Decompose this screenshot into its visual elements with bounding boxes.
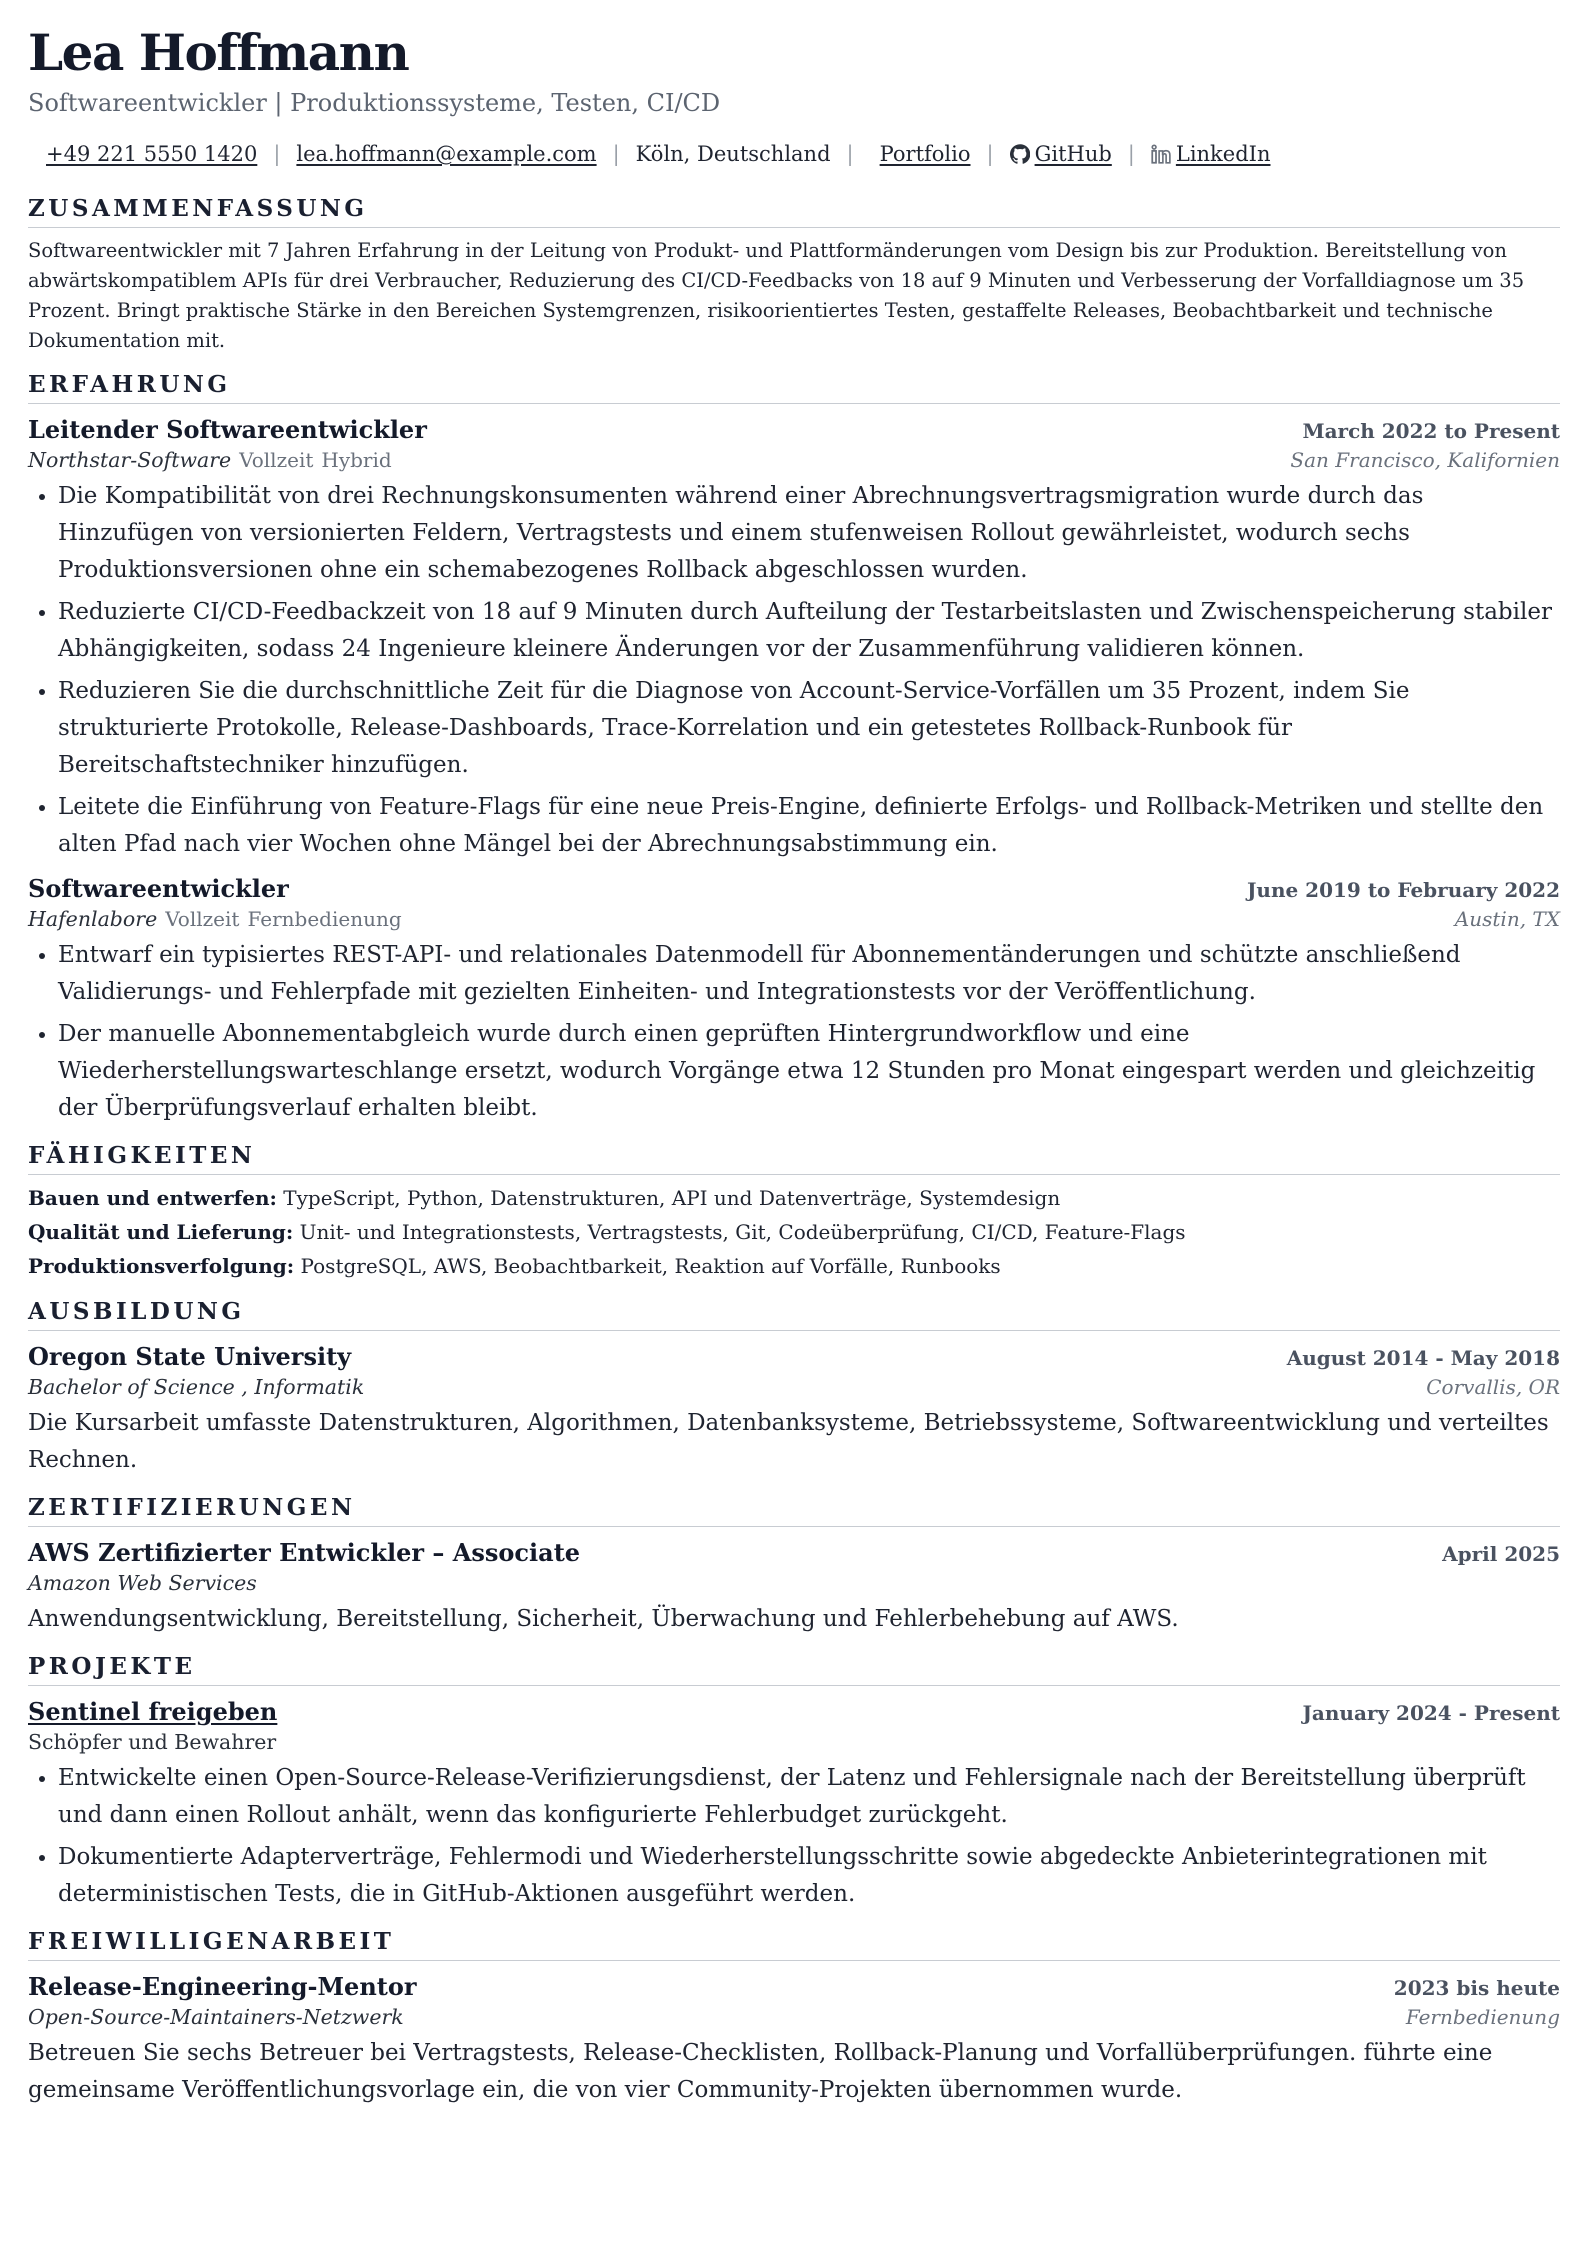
volunteer-section [28,1927,1560,2109]
job-bullets [28,478,1560,863]
list-item: • Dokumentierte Adapterverträge, Fehlermodi und Wiederherstellungsschritte sowie abgedeckte Anbieterintegrationen mit deterministischen Tests, die in GitHub-Aktionen ausgeführt werden. [58,1839,1560,1913]
project-bullets [28,1760,1560,1913]
education-date: August 2014 - May 2018 [1286,1346,1560,1370]
contact-separator: | [612,142,620,166]
education-location: Corvallis, OR [1426,1375,1560,1399]
job-date: March 2022 to Present [1302,419,1560,443]
list-item: • Die Kompatibilität von drei Rechnungskonsumenten während einer Abrechnungsvertragsmigration wurde durch das Hinzufügen von versionierten Feldern, Vertragstests und einem stufenweisen Rollout gewährleistet, wodurch sechs Produktionsversionen ohne ein schemabezogenes Rollback abgeschlossen wurden. [58,478,1560,589]
job-entry [28,414,1560,863]
certification-text: Anwendungsentwicklung, Bereitstellung, Sicherheit, Überwachung und Fehlerbehebung auf AWS. [28,1606,1179,1632]
candidate-tagline: Softwareentwickler | Produktionssysteme, Testen, CI/CD [28,89,721,117]
section-title: ERFAHRUNG [28,370,1560,404]
section-title: FREIWILLIGENARBEIT [28,1927,1560,1961]
contact-separator: | [846,142,854,166]
skill-row [28,1249,1560,1283]
skill-row [28,1181,1560,1215]
projects-section [28,1652,1560,1913]
github-icon [1010,144,1030,164]
job-mode: Hybrid [321,448,392,472]
section-title: PROJEKTE [28,1652,1560,1686]
skill-label: Produktionsverfolgung: [28,1254,295,1278]
job-company: Hafenlabore [28,907,158,931]
email-link[interactable]: lea.hoffmann@example.com [296,142,597,166]
job-company: Northstar-Software [28,448,232,472]
skill-row [28,1215,1560,1249]
job-location: San Francisco, Kalifornien [1290,448,1560,472]
job-entry [28,873,1560,1127]
job-bullets [28,937,1560,1127]
job-type: Vollzeit [239,448,314,472]
list-item: • Reduzieren Sie die durchschnittliche Zeit für die Diagnose von Account-Service-Vorfällen um 35 Prozent, indem Sie strukturierte Protokolle, Release-Dashboards, Trace-Korrelation und ein getestetes Rollback-Runbook für Bereitschaftstechniker hinzufügen. [58,673,1560,784]
skill-value: TypeScript, Python, Datenstrukturen, API und Datenverträge, Systemdesign [276,1186,1061,1210]
contact-separator: | [273,142,281,166]
volunteer-date: 2023 bis heute [1393,1976,1560,2000]
section-title: AUSBILDUNG [28,1297,1560,1331]
project-entry [28,1696,1560,1913]
project-date: January 2024 - Present [1302,1701,1560,1725]
contact-separator: | [1127,142,1135,166]
volunteer-entry [28,1971,1560,2109]
list-item: • Der manuelle Abonnementabgleich wurde durch einen geprüften Hintergrundworkflow und eine Wiederherstellungswarteschlange ersetzt, wodurch Vorgänge etwa 12 Stunden pro Monat eingespart werden und gleichzeitig der Überprüfungsverlauf erhalten bleibt. [58,1016,1560,1127]
skills-section [28,1141,1560,1283]
github-link[interactable]: GitHub [1034,142,1112,166]
certifications-section [28,1493,1560,1638]
volunteer-location: Fernbedienung [1405,2005,1560,2029]
project-link[interactable]: Sentinel freigeben [28,1697,278,1726]
linkedin-icon [1151,144,1171,164]
candidate-name: Lea Hoffmann [28,23,409,82]
job-role: Softwareentwickler [28,874,289,903]
list-item: • Entwarf ein typisiertes REST-API- und relationales Datenmodell für Abonnementänderungen und schützte anschließend Validierungs- und Fehlerpfade mit gezielten Einheiten- und Integrationstests vor der Veröffentlichung. [58,937,1560,1011]
volunteer-role: Release-Engineering-Mentor [28,1972,417,2001]
volunteer-text: Betreuen Sie sechs Betreuer bei Vertragstests, Release-Checklisten, Rollback-Planung und Vorfallüberprüfungen. führte eine gemeinsame Veröffentlichungsvorlage ein, die von vier Community-Projekten übernommen wurde. [28,2040,1493,2103]
education-text: Die Kursarbeit umfasste Datenstrukturen, Algorithmen, Datenbanksysteme, Betriebssysteme, Softwareentwicklung und verteiltes Rechnen. [28,1410,1549,1473]
certification-entry [28,1537,1560,1638]
contact-separator: | [986,142,994,166]
portfolio-link[interactable]: Portfolio [879,142,971,166]
certification-issuer: Amazon Web Services [28,1571,257,1595]
job-type: Vollzeit [165,907,240,931]
job-location: Austin, TX [1454,907,1560,931]
certification-date: April 2025 [1442,1542,1560,1566]
volunteer-org: Open-Source-Maintainers-Netzwerk [28,2005,404,2029]
education-section [28,1297,1560,1479]
project-role: Schöpfer und Bewahrer [28,1730,277,1754]
list-item: • Leitete die Einführung von Feature-Flags für eine neue Preis-Engine, definierte Erfolgs- und Rollback-Metriken und stellte den alten Pfad nach vier Wochen ohne Mängel bei der Abrechnungsabstimmung ein. [58,789,1560,863]
job-date: June 2019 to February 2022 [1246,878,1560,902]
education-entry [28,1341,1560,1479]
experience-section [28,370,1560,1127]
skill-value: PostgreSQL, AWS, Beobachtbarkeit, Reaktion auf Vorfälle, Runbooks [294,1254,1001,1278]
phone-link[interactable]: +49 221 5550 1420 [46,142,258,166]
skill-label: Qualität und Lieferung: [28,1220,294,1244]
job-mode: Fernbedienung [247,907,402,931]
certification-name: AWS Zertifizierter Entwickler – Associate [28,1538,581,1567]
list-item: • Reduzierte CI/CD-Feedbackzeit von 18 auf 9 Minuten durch Aufteilung der Testarbeitslasten und Zwischenspeicherung stabiler Abhängigkeiten, sodass 24 Ingenieure kleinere Änderungen vor der Zusammenführung validieren können. [58,594,1560,668]
job-role: Leitender Softwareentwickler [28,415,427,444]
location-text: Köln, Deutschland [635,142,831,166]
skill-value: Unit- und Integrationstests, Vertragstests, Git, Codeüberprüfung, CI/CD, Feature-Flags [293,1220,1186,1244]
skill-label: Bauen und entwerfen: [28,1186,277,1210]
contact-bar [46,140,1560,168]
list-item: • Entwickelte einen Open-Source-Release-Verifizierungsdienst, der Latenz und Fehlersignale nach der Bereitstellung überprüft und dann einen Rollout anhält, wenn das konfigurierte Fehlerbudget zurückgeht. [58,1760,1560,1834]
summary-section [28,194,1560,356]
section-title: ZUSAMMENFASSUNG [28,194,1560,228]
degree: Bachelor of Science , Informatik [28,1375,365,1399]
section-title: FÄHIGKEITEN [28,1141,1560,1175]
linkedin-link[interactable]: LinkedIn [1175,142,1271,166]
summary-text: Softwareentwickler mit 7 Jahren Erfahrung in der Leitung von Produkt- und Plattformänderungen vom Design bis zur Produktion. Bereitstellung von abwärtskompatiblem APIs für drei Verbraucher, Reduzierung des CI/CD-Feedbacks von 18 auf 9 Minuten und Verbesserung der Vorfalldiagnose um 35 Prozent. Bringt praktische Stärke in den Bereichen Systemgrenzen, risikoorientiertes Testen, gestaffelte Releases, Beobachtbarkeit und technische Dokumentation mit. [28,239,1525,352]
section-title: ZERTIFIZIERUNGEN [28,1493,1560,1527]
school-name: Oregon State University [28,1342,352,1371]
